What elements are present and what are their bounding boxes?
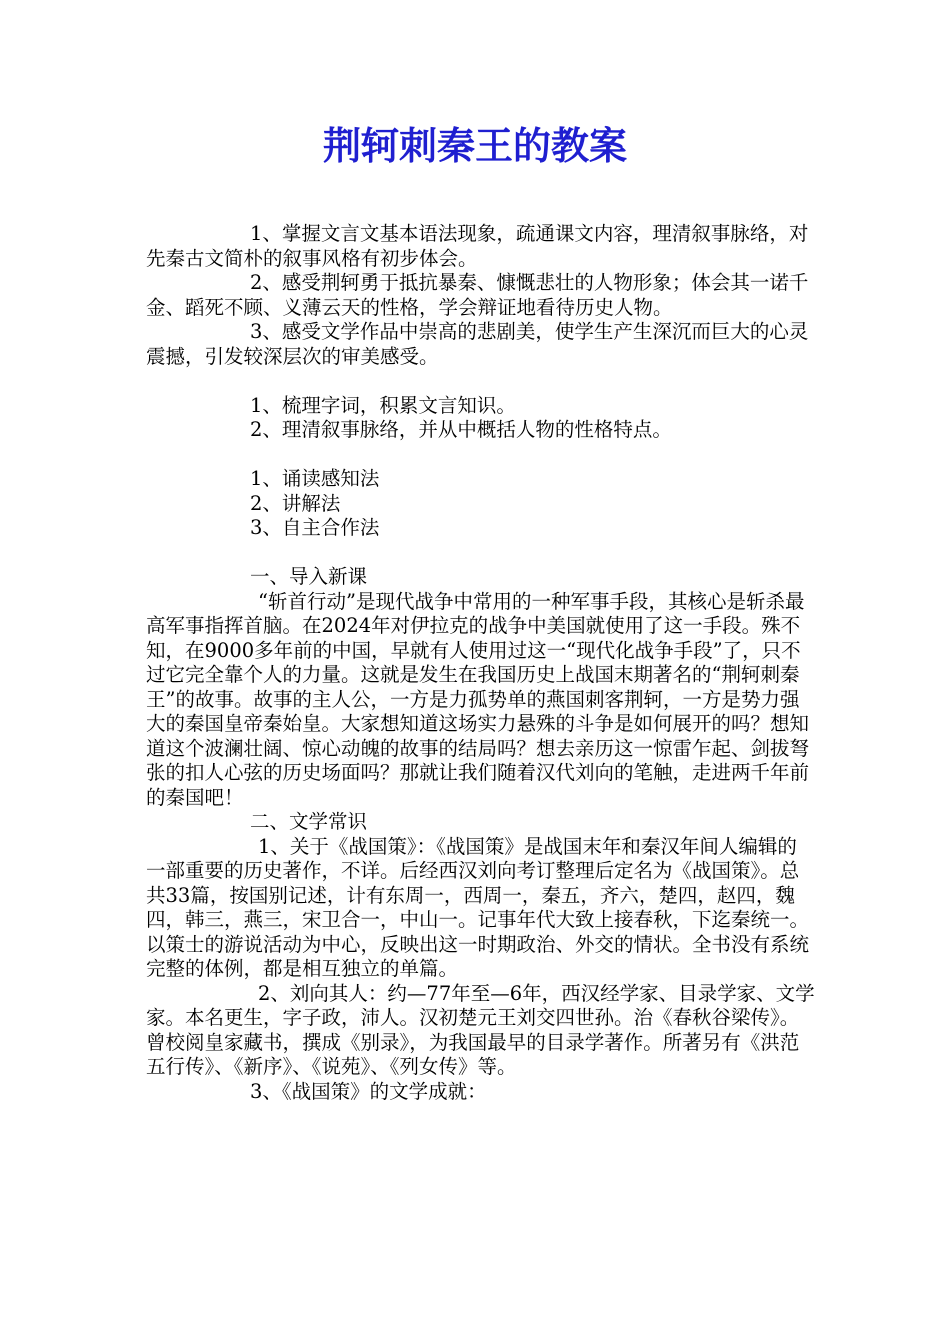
objective-3: 3、感受文学作品中崇高的悲剧美，使学生产生深沉而巨大的心灵震撼，引发较深层次的审美感受。	[146, 320, 809, 368]
spacer	[146, 541, 816, 566]
section-1-text: “斩首行动”是现代战争中常用的一种军事手段，其核心是斩杀最高军事指挥首脑。在2024年对伊拉克的战争中美国就使用了这一手段。殊不知，在9000多年前的中国，早就有人使用过这一“现代化战争手段”了，只不过它完全靠个人的力量。这就是发生在我国历史上战国末期著名的“荆轲刺秦王”的故事。故事的主人公，一方是力孤势单的燕国刺客荆轲，一方是势力强大的秦国皇帝秦始皇。大家想知道这场实力悬殊的斗争是如何展开的吗？想知道这个波澜壮阔、惊心动魄的故事的结局吗？想去亲历这一惊雷乍起、剑拔弩张的扣人心弦的历史场面吗？那就让我们随着汉代刘向的笔触，走进两千年前的秦国吧！	[146, 589, 810, 809]
section-2-paragraph-2: 2、刘向其人：约—77年至—6年，西汉经学家、目录学家、文学家。本名更生，字子政，沛人。汉初楚元王刘交四世孙。治《春秋谷梁传》。曾校阅皇家藏书，撰成《别录》，为我国最早的目录学著作。所著另有《洪范五行传》、《新序》、《说苑》、《列女传》等。	[146, 981, 815, 1078]
key-point-2: 2、理清叙事脉络，并从中概括人物的性格特点。	[250, 418, 672, 441]
key-point-1: 1、梳理字词，积累文言知识。	[250, 393, 516, 417]
method-3: 3、自主合作法	[250, 516, 380, 539]
section-2-paragraph-3: 3、《战国策》的文学成就：	[250, 1079, 487, 1103]
method-1: 1、诵读感知法	[250, 467, 380, 490]
document-body	[146, 222, 816, 1104]
section-1-heading: 一、导入新课	[250, 565, 368, 588]
spacer	[146, 369, 816, 394]
document-title: 荆轲刺秦王的教案	[322, 124, 627, 168]
spacer	[146, 443, 816, 468]
section-2-heading: 二、文学常识	[250, 810, 368, 833]
section-2-paragraph-1: 1、关于《战国策》：《战国策》是战国末年和秦汉年间人编辑的一部重要的历史著作，不详。后经西汉刘向考订整理后定名为《战国策》。总共33篇，按国别记述，计有东周一，西周一，秦五，齐六，楚四，赵四，魏四，韩三，燕三，宋卫合一，中山一。记事年代大致上接春秋，下迄秦统一。以策士的游说活动为中心，反映出这一时期政治、外交的情状。全书没有系统完整的体例，都是相互独立的单篇。	[146, 834, 810, 980]
objective-2: 2、感受荆轲勇于抵抗暴秦、慷慨悲壮的人物形象；体会其一诺千金、蹈死不顾、义薄云天的性格，学会辩证地看待历史人物。	[146, 271, 809, 319]
method-2: 2、讲解法	[250, 491, 341, 515]
objective-1: 1、掌握文言文基本语法现象，疏通课文内容，理清叙事脉络，对先秦古文简朴的叙事风格有初步体会。	[146, 222, 809, 270]
